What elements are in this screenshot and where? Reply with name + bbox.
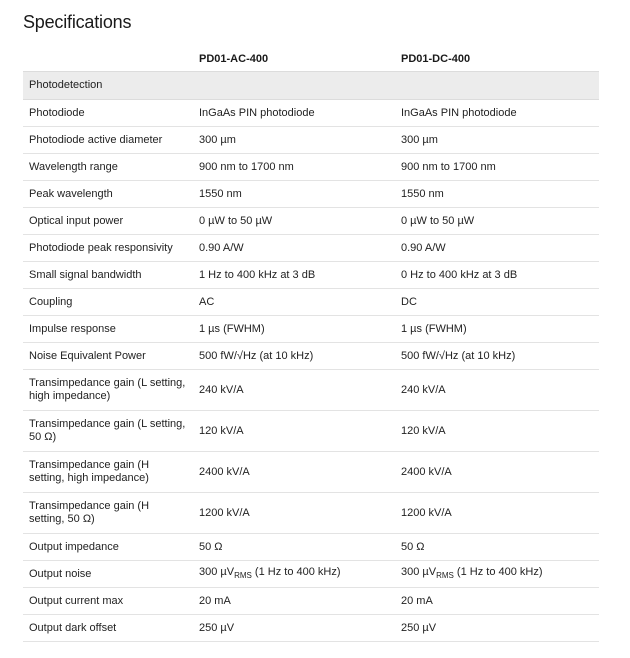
row-value-ac: 1550 nm [193,181,395,208]
row-value-ac: 900 nm to 1700 nm [193,154,395,181]
table-row [23,452,599,493]
table-row [23,588,599,615]
row-label: Photodiode [23,100,193,127]
row-label: Coupling [23,289,193,316]
row-label: Small signal bandwidth [23,262,193,289]
row-value-dc: 2400 kV/A [395,452,599,493]
table-row [23,289,599,316]
row-value-dc: 250 µV [395,615,599,642]
row-value-ac: 1 µs (FWHM) [193,316,395,343]
section-title: Photodetection [23,72,193,100]
table-row [23,262,599,289]
row-value-dc: DC [395,289,599,316]
row-value-ac: AC [193,289,395,316]
row-value-dc: 900 nm to 1700 nm [395,154,599,181]
row-value-dc: 0 µW to 50 µW [395,208,599,235]
row-label: Photodiode peak responsivity [23,235,193,262]
table-row [23,493,599,534]
row-label: Photodiode active diameter [23,127,193,154]
row-value-ac: 0.90 A/W [193,235,395,262]
table-row [23,208,599,235]
header-label-cell [23,46,193,72]
row-label: Output dark offset [23,615,193,642]
row-value-ac: 2400 kV/A [193,452,395,493]
table-row [23,181,599,208]
row-label: Transimpedance gain (H setting, high impedance) [23,452,193,493]
page-title: Specifications [23,12,132,32]
row-value-ac: 20 mA [193,588,395,615]
row-value-dc [395,561,599,588]
row-value-dc: 0 Hz to 400 kHz at 3 dB [395,262,599,289]
specifications-table [23,46,599,642]
table-row [23,316,599,343]
header-pd01-dc-400: PD01-DC-400 [401,52,471,65]
row-value-ac: 1200 kV/A [193,493,395,534]
row-value-dc: InGaAs PIN photodiode [395,100,599,127]
table-row [23,127,599,154]
value-main: 300 µV [199,566,235,578]
value-subscript: RMS [436,571,454,580]
row-value-ac: 0 µW to 50 µW [193,208,395,235]
value-main: 300 µV [401,566,437,578]
row-value-dc: 1200 kV/A [395,493,599,534]
row-label: Peak wavelength [23,181,193,208]
value-range: (1 Hz to 400 kHz) [251,566,341,578]
row-value-dc: 1 µs (FWHM) [395,316,599,343]
row-value-ac: 1 Hz to 400 kHz at 3 dB [193,262,395,289]
header-pd01-ac-400: PD01-AC-400 [199,52,269,65]
row-label: Wavelength range [23,154,193,181]
row-value-dc: 0.90 A/W [395,235,599,262]
row-value-ac: 240 kV/A [193,370,395,411]
row-value-ac: 500 fW/√Hz (at 10 kHz) [193,343,395,370]
row-value-dc: 120 kV/A [395,411,599,452]
row-value-ac: 50 Ω [193,534,395,561]
row-value-ac: 300 µm [193,127,395,154]
table-row [23,100,599,127]
value-subscript: RMS [234,571,252,580]
row-label: Noise Equivalent Power [23,343,193,370]
row-value-dc: 1550 nm [395,181,599,208]
table-row [23,411,599,452]
row-value-ac: 120 kV/A [193,411,395,452]
row-value-dc: 300 µm [395,127,599,154]
row-label: Output noise [23,561,193,588]
table-row [23,343,599,370]
table-row [23,615,599,642]
section-empty-cell [193,72,395,100]
row-value-dc: 20 mA [395,588,599,615]
section-row-photodetection [23,72,599,100]
row-label: Transimpedance gain (L setting, 50 Ω) [23,411,193,452]
row-value-ac: InGaAs PIN photodiode [193,100,395,127]
row-label: Impulse response [23,316,193,343]
table-row [23,534,599,561]
row-label: Optical input power [23,208,193,235]
row-label: Output current max [23,588,193,615]
row-value-dc: 240 kV/A [395,370,599,411]
table-row [23,154,599,181]
row-value-dc: 50 Ω [395,534,599,561]
row-value-ac [193,561,395,588]
table-header-row [23,46,599,72]
value-range: (1 Hz to 400 kHz) [453,566,543,578]
row-label: Transimpedance gain (L setting, high impedance) [23,370,193,411]
table-row [23,561,599,588]
table-row [23,370,599,411]
row-value-dc: 500 fW/√Hz (at 10 kHz) [395,343,599,370]
row-label: Output impedance [23,534,193,561]
section-empty-cell [395,72,599,100]
table-row [23,235,599,262]
row-label: Transimpedance gain (H setting, 50 Ω) [23,493,193,534]
row-value-ac: 250 µV [193,615,395,642]
